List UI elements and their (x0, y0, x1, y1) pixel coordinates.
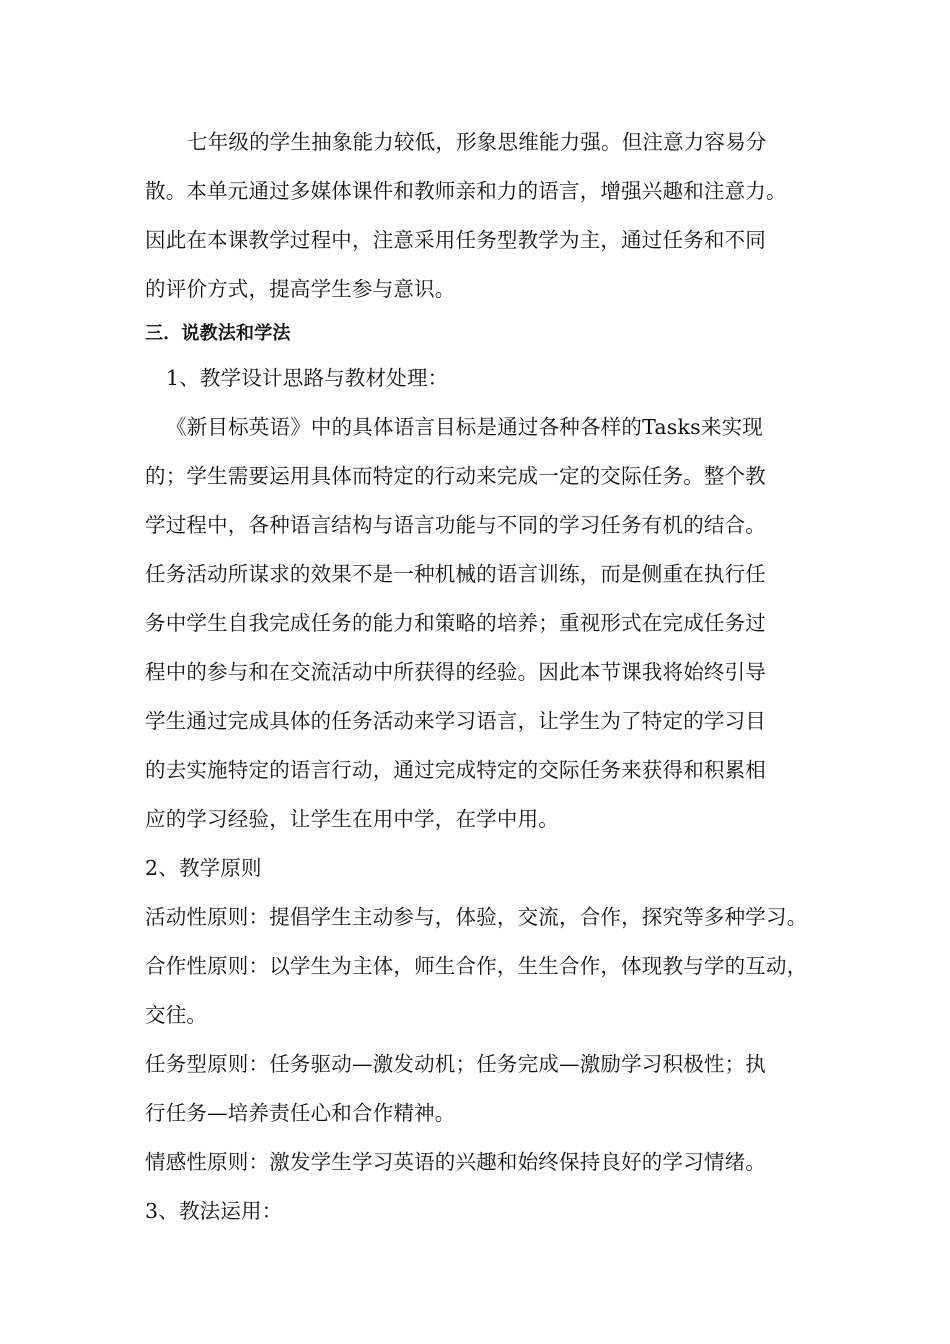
paragraph-line: 的去实施特定的语言行动，通过完成特定的交际任务来获得和积累相 (145, 758, 766, 782)
paragraph-line: 任务活动所谋求的效果不是一种机械的语言训练，而是侧重在执行任 (145, 562, 766, 586)
principle-line: 情感性原则：激发学生学习英语的兴趣和始终保持良好的学习情绪。 (145, 1150, 766, 1174)
paragraph-line: 《新目标英语》中的具体语言目标是通过各种各样的Tasks来实现 (166, 415, 763, 439)
principle-line: 行任务—培养责任心和合作精神。 (145, 1101, 456, 1125)
subsection-title: 3、教法运用： (145, 1199, 283, 1223)
paragraph-line: 务中学生自我完成任务的能力和策略的培养；重视形式在完成任务过 (145, 611, 766, 635)
principle-line: 活动性原则：提倡学生主动参与，体验，交流，合作，探究等多种学习。 (145, 905, 808, 929)
paragraph-line: 程中的参与和在交流活动中所获得的经验。因此本节课我将始终引导 (145, 660, 766, 684)
paragraph-line: 因此在本课教学过程中，注意采用任务型教学为主，通过任务和不同 (145, 228, 766, 252)
paragraph-line: 散。本单元通过多媒体课件和教师亲和力的语言，增强兴趣和注意力。 (145, 179, 787, 203)
paragraph-line: 学过程中，各种语言结构与语言功能与不同的学习任务有机的结合。 (145, 513, 766, 537)
principle-line: 任务型原则：任务驱动—激发动机；任务完成—激励学习积极性；执 (145, 1052, 766, 1076)
subsection-title: 1、教学设计思路与教材处理： (166, 366, 449, 390)
paragraph-line: 学生通过完成具体的任务活动来学习语言，让学生为了特定的学习目 (145, 709, 766, 733)
paragraph-line: 应的学习经验，让学生在用中学，在学中用。 (145, 807, 559, 831)
paragraph-line: 七年级的学生抽象能力较低，形象思维能力强。但注意力容易分 (187, 130, 767, 154)
document-body (145, 118, 820, 1236)
subsection-title: 2、教学原则 (145, 856, 262, 880)
section-heading: 三．说教法和学法 (145, 323, 291, 344)
paragraph-line: 的评价方式，提高学生参与意识。 (145, 277, 456, 301)
paragraph-line: 的；学生需要运用具体而特定的行动来完成一定的交际任务。整个教 (145, 464, 766, 488)
principle-line: 交往。 (145, 1003, 208, 1027)
principle-line: 合作性原则：以学生为主体，师生合作，生生合作，体现教与学的互动， (145, 954, 808, 978)
